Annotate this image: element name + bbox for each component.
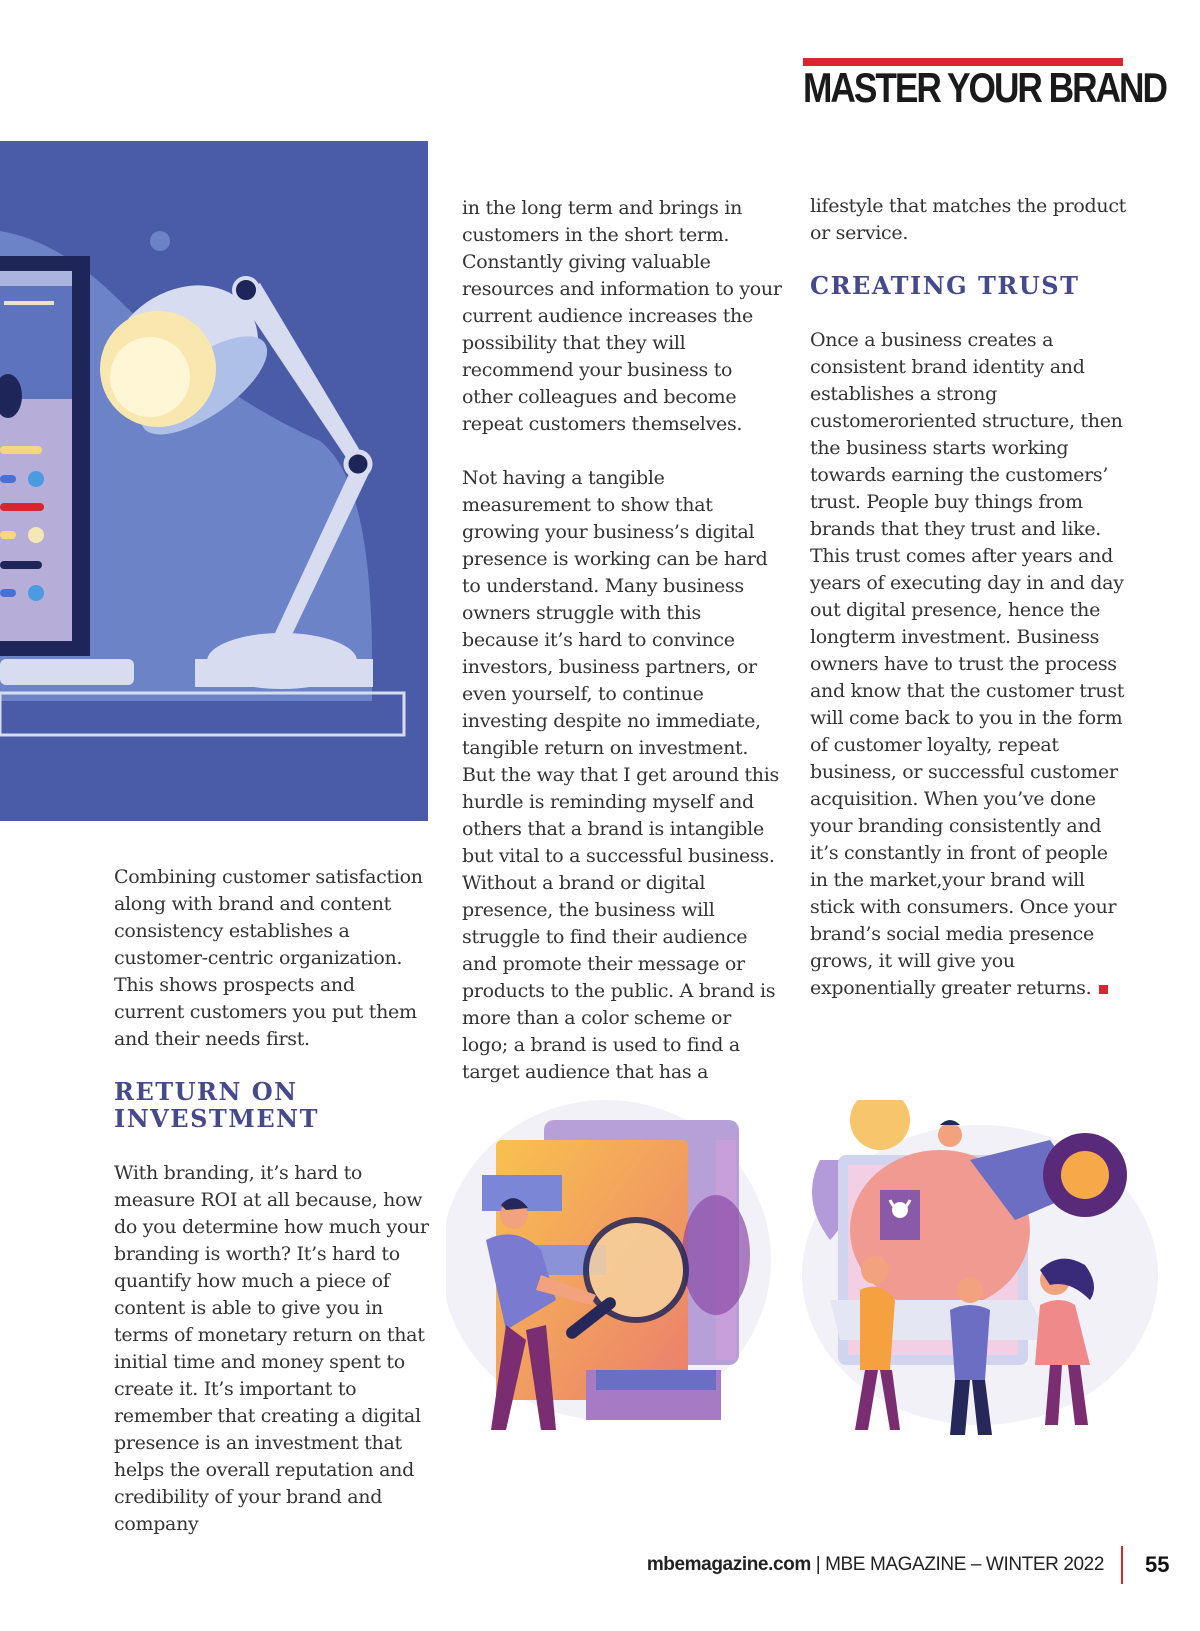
page-number: 55 xyxy=(1145,1552,1170,1577)
footer-separator: | xyxy=(810,1554,826,1575)
intro-paragraph: Combining customer satisfaction along with brand and content consistency establishes a customer-centric organization. This shows prospects and current customers you put them and their needs first. xyxy=(114,866,423,1050)
roi-paragraph: With branding, it’s hard to measure ROI at all because, how do you determine how much your branding is worth? It’s hard to quantify how much a piece of content is able to give you in terms of monetary return on that initial time and money spent to create it. It’s important to remember that creating a digital presence is an investment that helps the overall reputation and credibility of your brand and company xyxy=(114,1162,429,1535)
trust-heading: CREATING TRUST xyxy=(810,271,1080,300)
column2-paragraph-1: in the long term and brings in customers in the short term. Constantly giving valuable resources and information to your current audience increases the possibility that they will recommend your business to other colleagues and become repeat customers themselves. xyxy=(462,197,782,435)
trust-paragraph xyxy=(810,327,1130,1002)
section-title: MASTER YOUR BRAND xyxy=(803,64,1166,111)
column2 xyxy=(462,195,782,1086)
footer-site: mbemagazine.com xyxy=(646,1554,811,1575)
column2-paragraph-2: Not having a tangible measurement to show that growing your business’s digital presence is working can be hard to understand. Many business owners struggle with this because it’s hard to convince investors, business partners, or even yourself, to continue investing despite no immediate, tangible return on investment. But the way that I get around this hurdle is reminding myself and others that a brand is intangible but vital to a successful business. Without a brand or digital presence, the business will struggle to find their audience and promote their message or products to the public. A brand is more than a color scheme or logo; a brand is used to find a target audience that has a xyxy=(462,467,779,1083)
column3-lead xyxy=(810,193,1130,247)
end-of-article-icon xyxy=(1099,985,1108,994)
page-footer xyxy=(0,1546,1200,1586)
footer-credit xyxy=(647,1554,1104,1576)
magnifying-glass-documents-illustration xyxy=(446,1100,786,1450)
column3-trust-body xyxy=(810,327,1130,1002)
footer-divider xyxy=(1121,1546,1123,1584)
column3-lead-paragraph: lifestyle that matches the product or service. xyxy=(810,195,1126,244)
column1-roi-body xyxy=(114,1160,430,1538)
desk-lamp-monitor-illustration xyxy=(0,141,428,821)
column1-intro xyxy=(114,864,430,1053)
roi-heading: RETURN ON INVESTMENT xyxy=(114,1077,319,1133)
footer-issue: MBE MAGAZINE – WINTER 2022 xyxy=(825,1554,1104,1575)
marketing-team-megaphone-illustration xyxy=(800,1100,1160,1450)
trust-text: Once a business creates a consistent brand identity and establishes a strong customeroriented structure, then the business starts working towards earning the customers’ trust. People buy things from brands that they trust and like. This trust comes after years and years of executing day in and day out digital presence, hence the longterm investment. Business owners have to trust the process and know that the customer trust will come back to you in the form of customer loyalty, repeat business, or successful customer acquisition. When you’ve done your branding consistently and it’s constantly in front of people in the market,your brand will stick with consumers. Once your brand’s social media presence grows, it will give you exponentially greater returns. xyxy=(810,329,1125,999)
